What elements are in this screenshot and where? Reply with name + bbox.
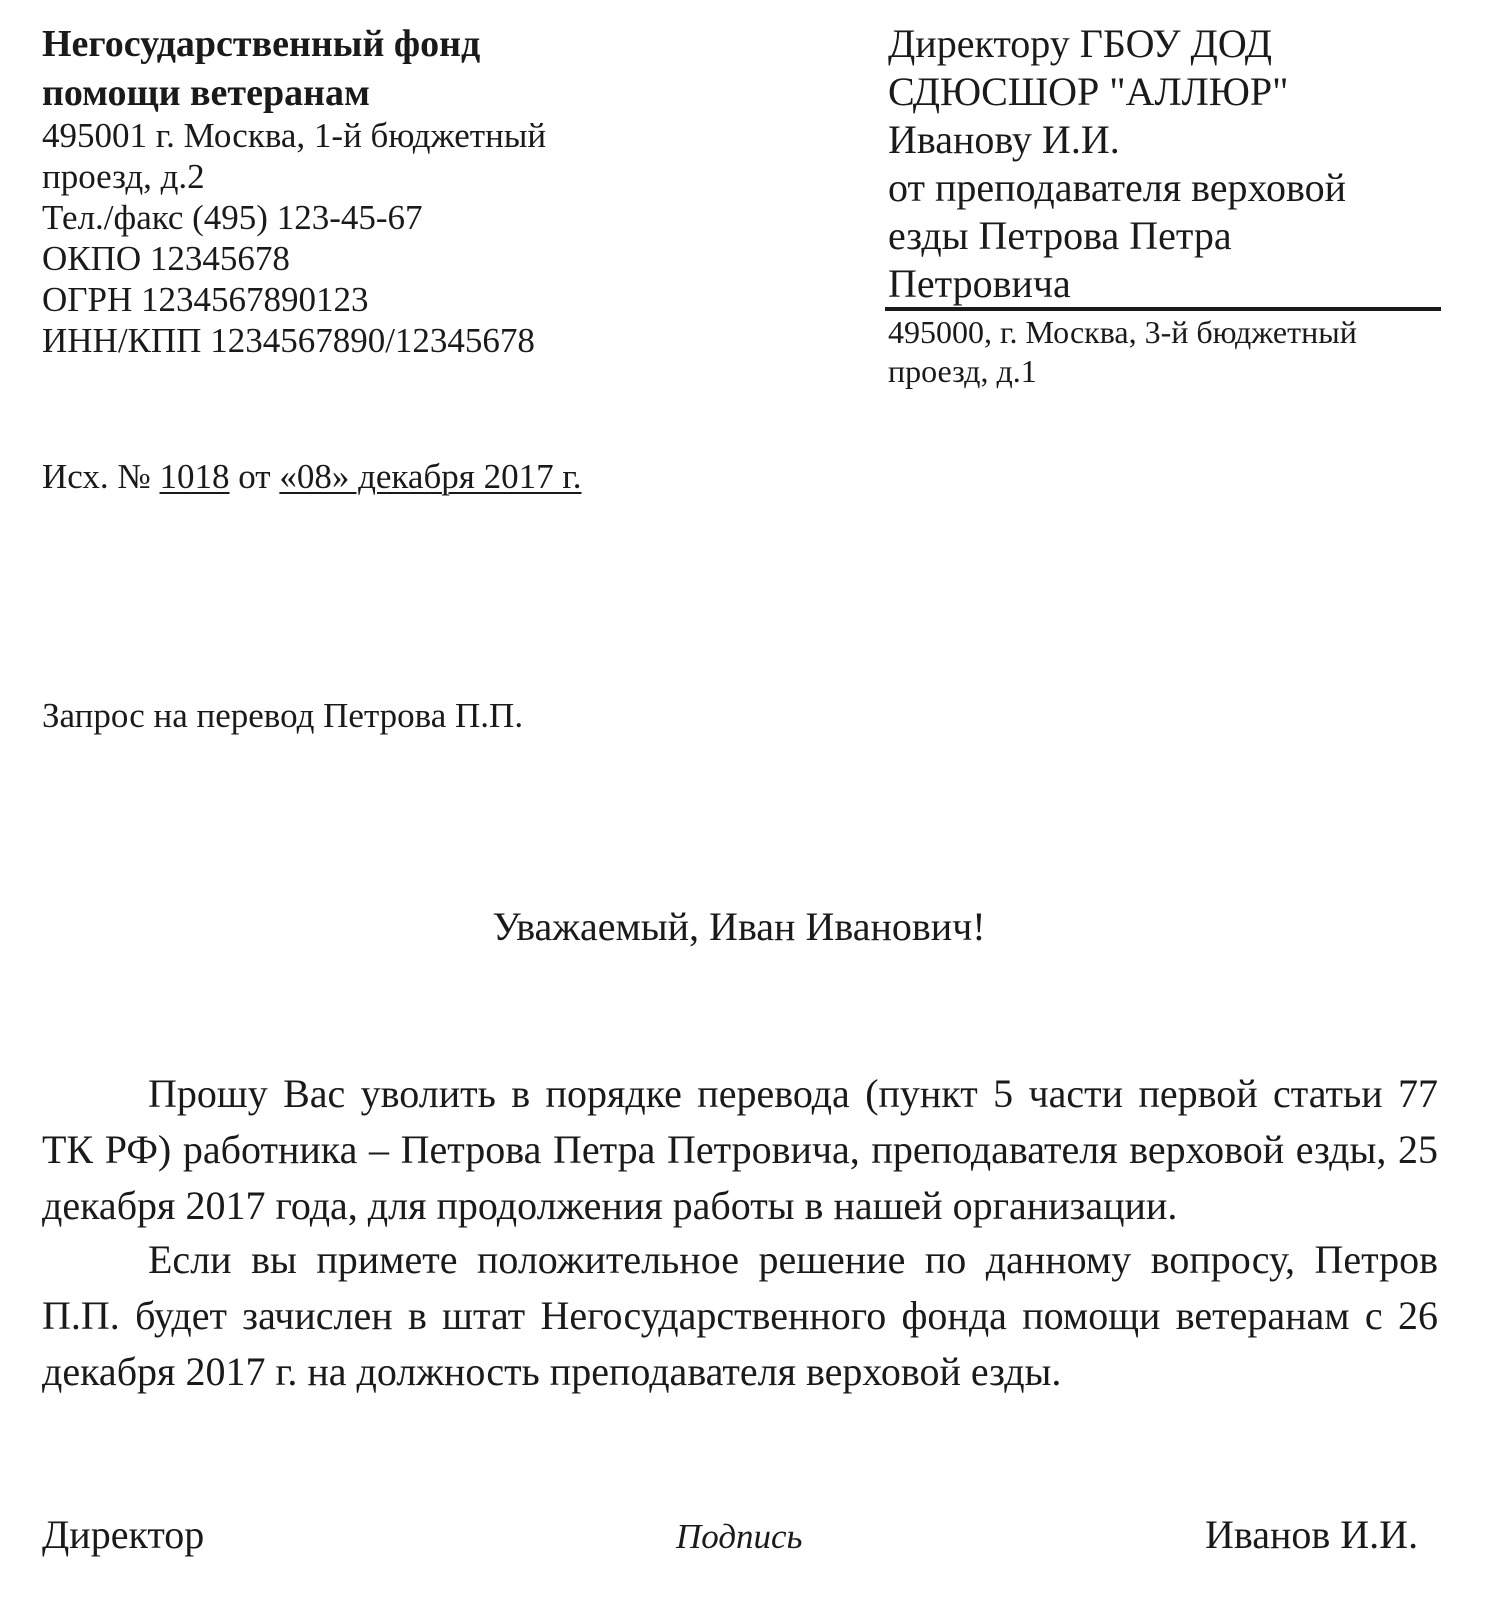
recipient-line-4: от преподавателя верховой xyxy=(888,165,1347,210)
outgoing-number: 1018 xyxy=(159,457,230,496)
letter-greeting: Уважаемый, Иван Иванович! xyxy=(492,904,986,949)
recipient-address-line-1: 495000, г. Москва, 3-й бюджетный xyxy=(888,314,1357,350)
outgoing-reference xyxy=(42,459,582,494)
outgoing-prefix: Исх. № xyxy=(42,457,160,496)
outgoing-from-word: от xyxy=(229,457,280,496)
sender-phone: Тел./факс (495) 123-45-67 xyxy=(42,198,423,237)
recipient-line-6: Петровича xyxy=(888,261,1071,306)
recipient-line-3: Иванову И.И. xyxy=(888,117,1120,162)
recipient-address-line-2: проезд, д.1 xyxy=(888,353,1037,389)
signature-position: Директор xyxy=(42,1512,205,1557)
recipient-line-2: СДЮСШОР "АЛЛЮР" xyxy=(888,69,1289,114)
signature-name: Иванов И.И. xyxy=(1205,1512,1419,1557)
sender-okpo: ОКПО 12345678 xyxy=(42,239,290,278)
sender-inn-kpp: ИНН/КПП 1234567890/12345678 xyxy=(42,321,535,360)
sender-address-line-2: проезд, д.2 xyxy=(42,157,205,196)
outgoing-date: «08» декабря 2017 г. xyxy=(279,457,582,496)
body-paragraph-2: Если вы примете положительное решение по данному вопросу, Петров П.П. будет зачислен в штат Негосударственного фонда помощи ветеранам с 26 декабря 2017 г. на должность преподавателя верховой езды. xyxy=(42,1237,1438,1394)
sender-name-line-1: Негосударственный фонд xyxy=(42,23,481,65)
body-paragraph-1: Прошу Вас уволить в порядке перевода (пункт 5 части первой статьи 77 ТК РФ) работника – Петрова Петра Петровича, преподавателя верховой езды, 25 декабря 2017 года, для продолжения работы в нашей организации. xyxy=(42,1071,1438,1228)
sender-name-line-2: помощи ветеранам xyxy=(42,72,370,114)
recipient-line-1: Директору ГБОУ ДОД xyxy=(888,21,1273,66)
letter-subject: Запрос на перевод Петрова П.П. xyxy=(42,696,524,735)
sender-ogrn: ОГРН 1234567890123 xyxy=(42,280,369,319)
recipient-line-5: езды Петрова Петра xyxy=(888,213,1232,258)
signature-label: Подпись xyxy=(676,1517,803,1556)
sender-address-line-1: 495001 г. Москва, 1-й бюджетный xyxy=(42,116,547,155)
recipient-underline xyxy=(885,307,1441,311)
